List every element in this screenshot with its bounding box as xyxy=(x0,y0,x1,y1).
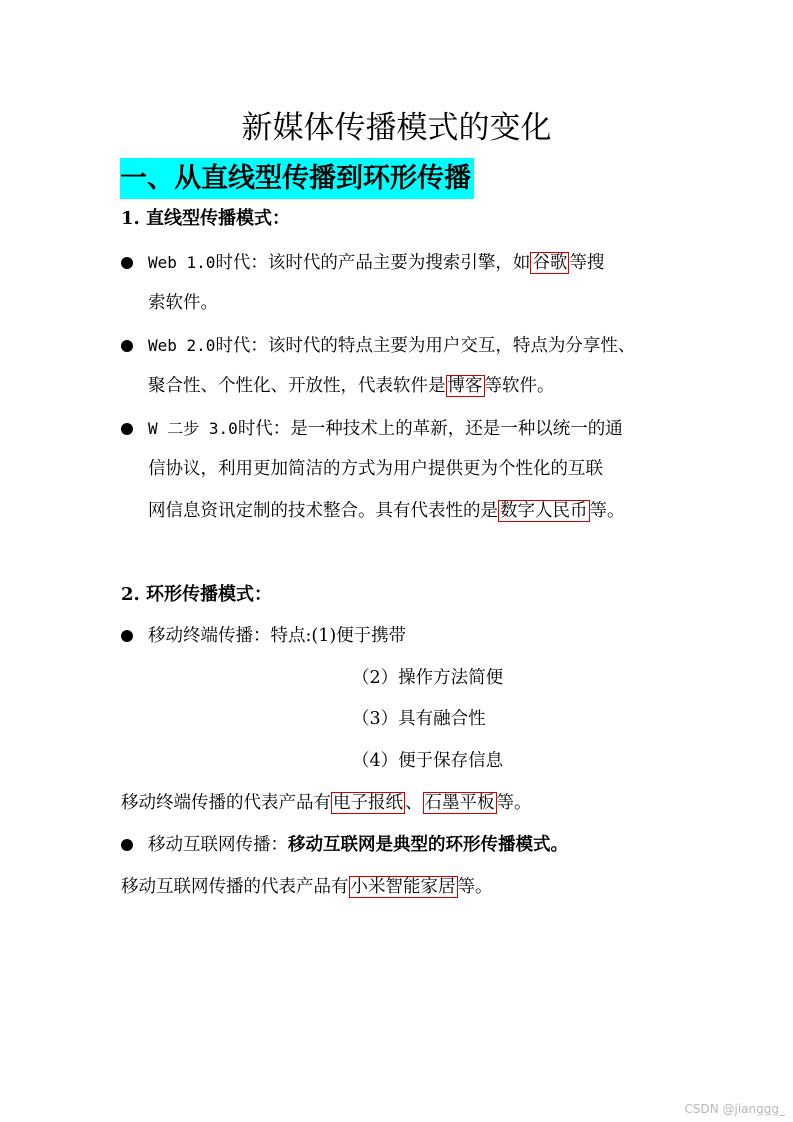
mobile-internet-emphasis: 移动互联网是典型的环形传播模式。 xyxy=(288,835,568,855)
products-suffix: 等。 xyxy=(457,877,493,897)
highlight-blog: 博客 xyxy=(447,376,483,396)
bullet-web3-line1 xyxy=(148,416,623,442)
mobile-internet-label: 移动互联网传播： xyxy=(148,835,288,855)
bullet-web1-text-a: 时代：该时代的产品主要为搜索引擎，如 xyxy=(215,253,531,273)
bullet-web1-line2 xyxy=(148,290,218,316)
mobile-internet-intro xyxy=(148,832,568,858)
feature-item: （4）便于保存信息 xyxy=(352,751,504,771)
bullet-web1-text-b: 等搜 xyxy=(569,253,605,273)
bullet-web3-text-b: 信协议，利用更加简洁的方式为用户提供更为个性化的互联 xyxy=(148,459,603,479)
highlight-e-newspaper: 电子报纸 xyxy=(333,793,403,813)
bullet-dot-icon xyxy=(121,839,133,851)
subheading-ring-mode: 2. 环形传播模式： xyxy=(121,584,273,605)
highlight-digital-rmb: 数字人民币 xyxy=(500,501,588,521)
bullet-dot-icon xyxy=(121,340,133,352)
page-title: 新媒体传播模式的变化 xyxy=(241,110,552,146)
bullet-web2-line2 xyxy=(148,373,555,399)
bullet-web2-text-c: 等软件。 xyxy=(484,376,555,396)
bullet-web3-line3 xyxy=(148,498,625,524)
bullet-web2-text-b: 聚合性、个性化、开放性，代表软件是 xyxy=(148,376,446,396)
highlight-graphite-tablet: 石墨平板 xyxy=(424,793,495,813)
bullet-web3-prefix: W 二步 3.0 xyxy=(148,419,238,438)
bullet-web1-prefix: Web 1.0 xyxy=(148,253,216,272)
bullet-web3-line2 xyxy=(148,456,603,482)
csdn-watermark: CSDN @jianggg_ xyxy=(684,1102,785,1116)
bullet-dot-icon xyxy=(121,423,133,435)
bullet-web3-text-d: 等。 xyxy=(589,501,625,521)
bullet-dot-icon xyxy=(121,630,133,642)
feature-item: （2）操作方法简便 xyxy=(352,668,504,688)
bullet-web1-line1 xyxy=(148,250,604,276)
bullet-web3-text-c: 网信息资讯定制的技术整合。具有代表性的是 xyxy=(148,501,498,521)
bullet-web1-text-c: 索软件。 xyxy=(148,293,218,313)
bullet-web3-text-a: 时代：是一种技术上的革新，还是一种以统一的通 xyxy=(237,419,623,439)
bullet-dot-icon xyxy=(121,257,133,269)
bullet-web2-text-a: 时代：该时代的特点主要为用户交互，特点为分享性、 xyxy=(215,336,636,356)
section-heading-1: 一、从直线型传播到环形传播 xyxy=(120,158,474,199)
subheading-linear-mode: 1. 直线型传播模式： xyxy=(121,208,291,229)
bullet-web2-line1 xyxy=(148,333,635,359)
highlight-google: 谷歌 xyxy=(532,253,568,273)
mobile-terminal-products xyxy=(121,790,532,816)
mobile-terminal-intro: 移动终端传播：特点:(1)便于携带 xyxy=(148,626,407,646)
bullet-web2-prefix: Web 2.0 xyxy=(148,336,216,355)
products-separator: 、 xyxy=(405,793,423,813)
products-suffix: 等。 xyxy=(496,793,532,813)
products-prefix: 移动互联网传播的代表产品有 xyxy=(121,877,349,897)
feature-item: （3）具有融合性 xyxy=(352,709,486,729)
highlight-xiaomi-smart-home: 小米智能家居 xyxy=(350,877,456,897)
mobile-internet-products xyxy=(121,874,493,900)
products-prefix: 移动终端传播的代表产品有 xyxy=(121,793,331,813)
